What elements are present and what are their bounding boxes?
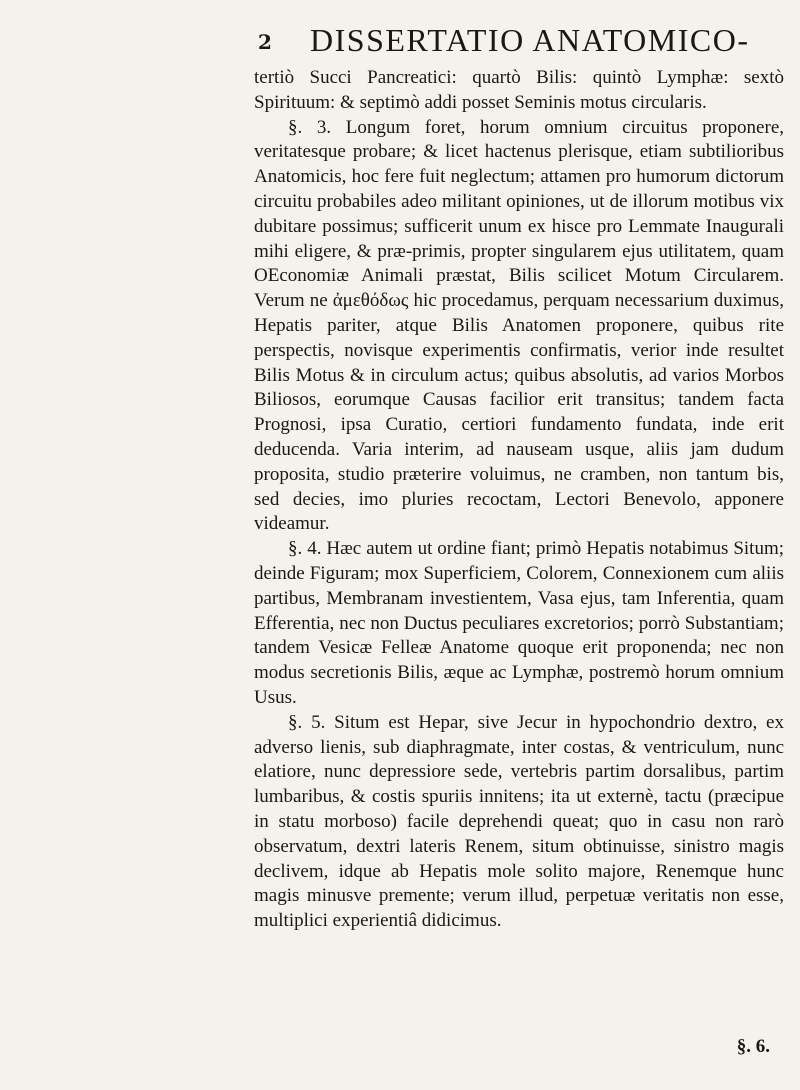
- page-number: 2: [258, 30, 272, 54]
- paragraph-section-4: §. 4. Hæc autem ut ordine fiant; primò Hepatis notabimus Situm; deinde Figuram; mox Superficiem, Colorem, Connexionem cum aliis partibus, Membranam investientem, Vasa ejus, tam Inferentia, quam Efferentia, nec non Ductus peculiares excretorios; porrò Substantiam; tandem Vesicæ Felleæ Anatome quoque erit proponenda; nec non modus secretionis Bilis, æque ac Lymphæ, postremò horum omnium Usus.: [254, 538, 784, 708]
- paragraph-section-5: §. 5. Situm est Hepar, sive Jecur in hypochondrio dextro, ex adverso lienis, sub diaphragmate, inter costas, & ventriculum, nunc elatiore, nunc depressiore sede, vertebris partim dorsalibus, partim lumbaribus, & costis spuriis innitens; ita ut externè, tactu (præcipue in statu morboso) facile deprehendi queat; quo in casu non rarò observatum, dextri lateris Renem, situm obtinuisse, sinistro magis declivem, idque ab Hepatis mole solito majore, Renemque hunc magis minusve premente; verum illud, perpetuæ veritatis non esse, multiplici experientiâ didicimus.: [254, 711, 784, 932]
- running-title: DISSERTATIO ANATOMICO-: [310, 22, 750, 58]
- paragraph-continuation: tertiò Succi Pancreatici: quartò Bilis: quintò Lymphæ: sextò Spirituum: & septimò addi posset Seminis motus circularis.: [254, 67, 784, 113]
- paragraph-section-3: §. 3. Longum foret, horum omnium circuitus proponere, veritatesque probare; & licet hactenus plerisque, etiam subtilioribus Anatomicis, hoc fere fuit neglectum; attamen pro humorum dictorum circuitu probabiles adeo militant opiniones, ut de illorum motibus vix dubitare possimus; sufficerit unum ex hisce pro Lemmate Inaugurali mihi eligere, & præ-primis, propter singularem ejus utilitatem, quam OEconomiæ Animali præstat, Bilis scilicet Motum Circularem. Verum ne ἀμεθόδως hic procedamus, perquam necessarium duximus, Hepatis pariter, atque Bilis Anatomen proponere, quibus rite perspectis, novisque experimentis confirmatis, verior inde resultet Bilis Motus & in circulum actus; quibus absolutis, ad varios Morbos Biliosos, eorumque Causas facilior erit transitus; tandem facta Prognosi, ipsa Curatio, certiori fundamento fundata, inde erit deducenda. Varia interim, ad nauseam usque, aliis jam dudum proposita, studio præterire voluimus, ne cramben, non tantum bis, sed decies, imo pluries recoctam, Lectori Benevolo, apponere videamur.: [254, 116, 784, 535]
- page-header: [0, 18, 800, 64]
- catchword: §. 6.: [736, 1036, 770, 1057]
- body-text: [254, 66, 784, 934]
